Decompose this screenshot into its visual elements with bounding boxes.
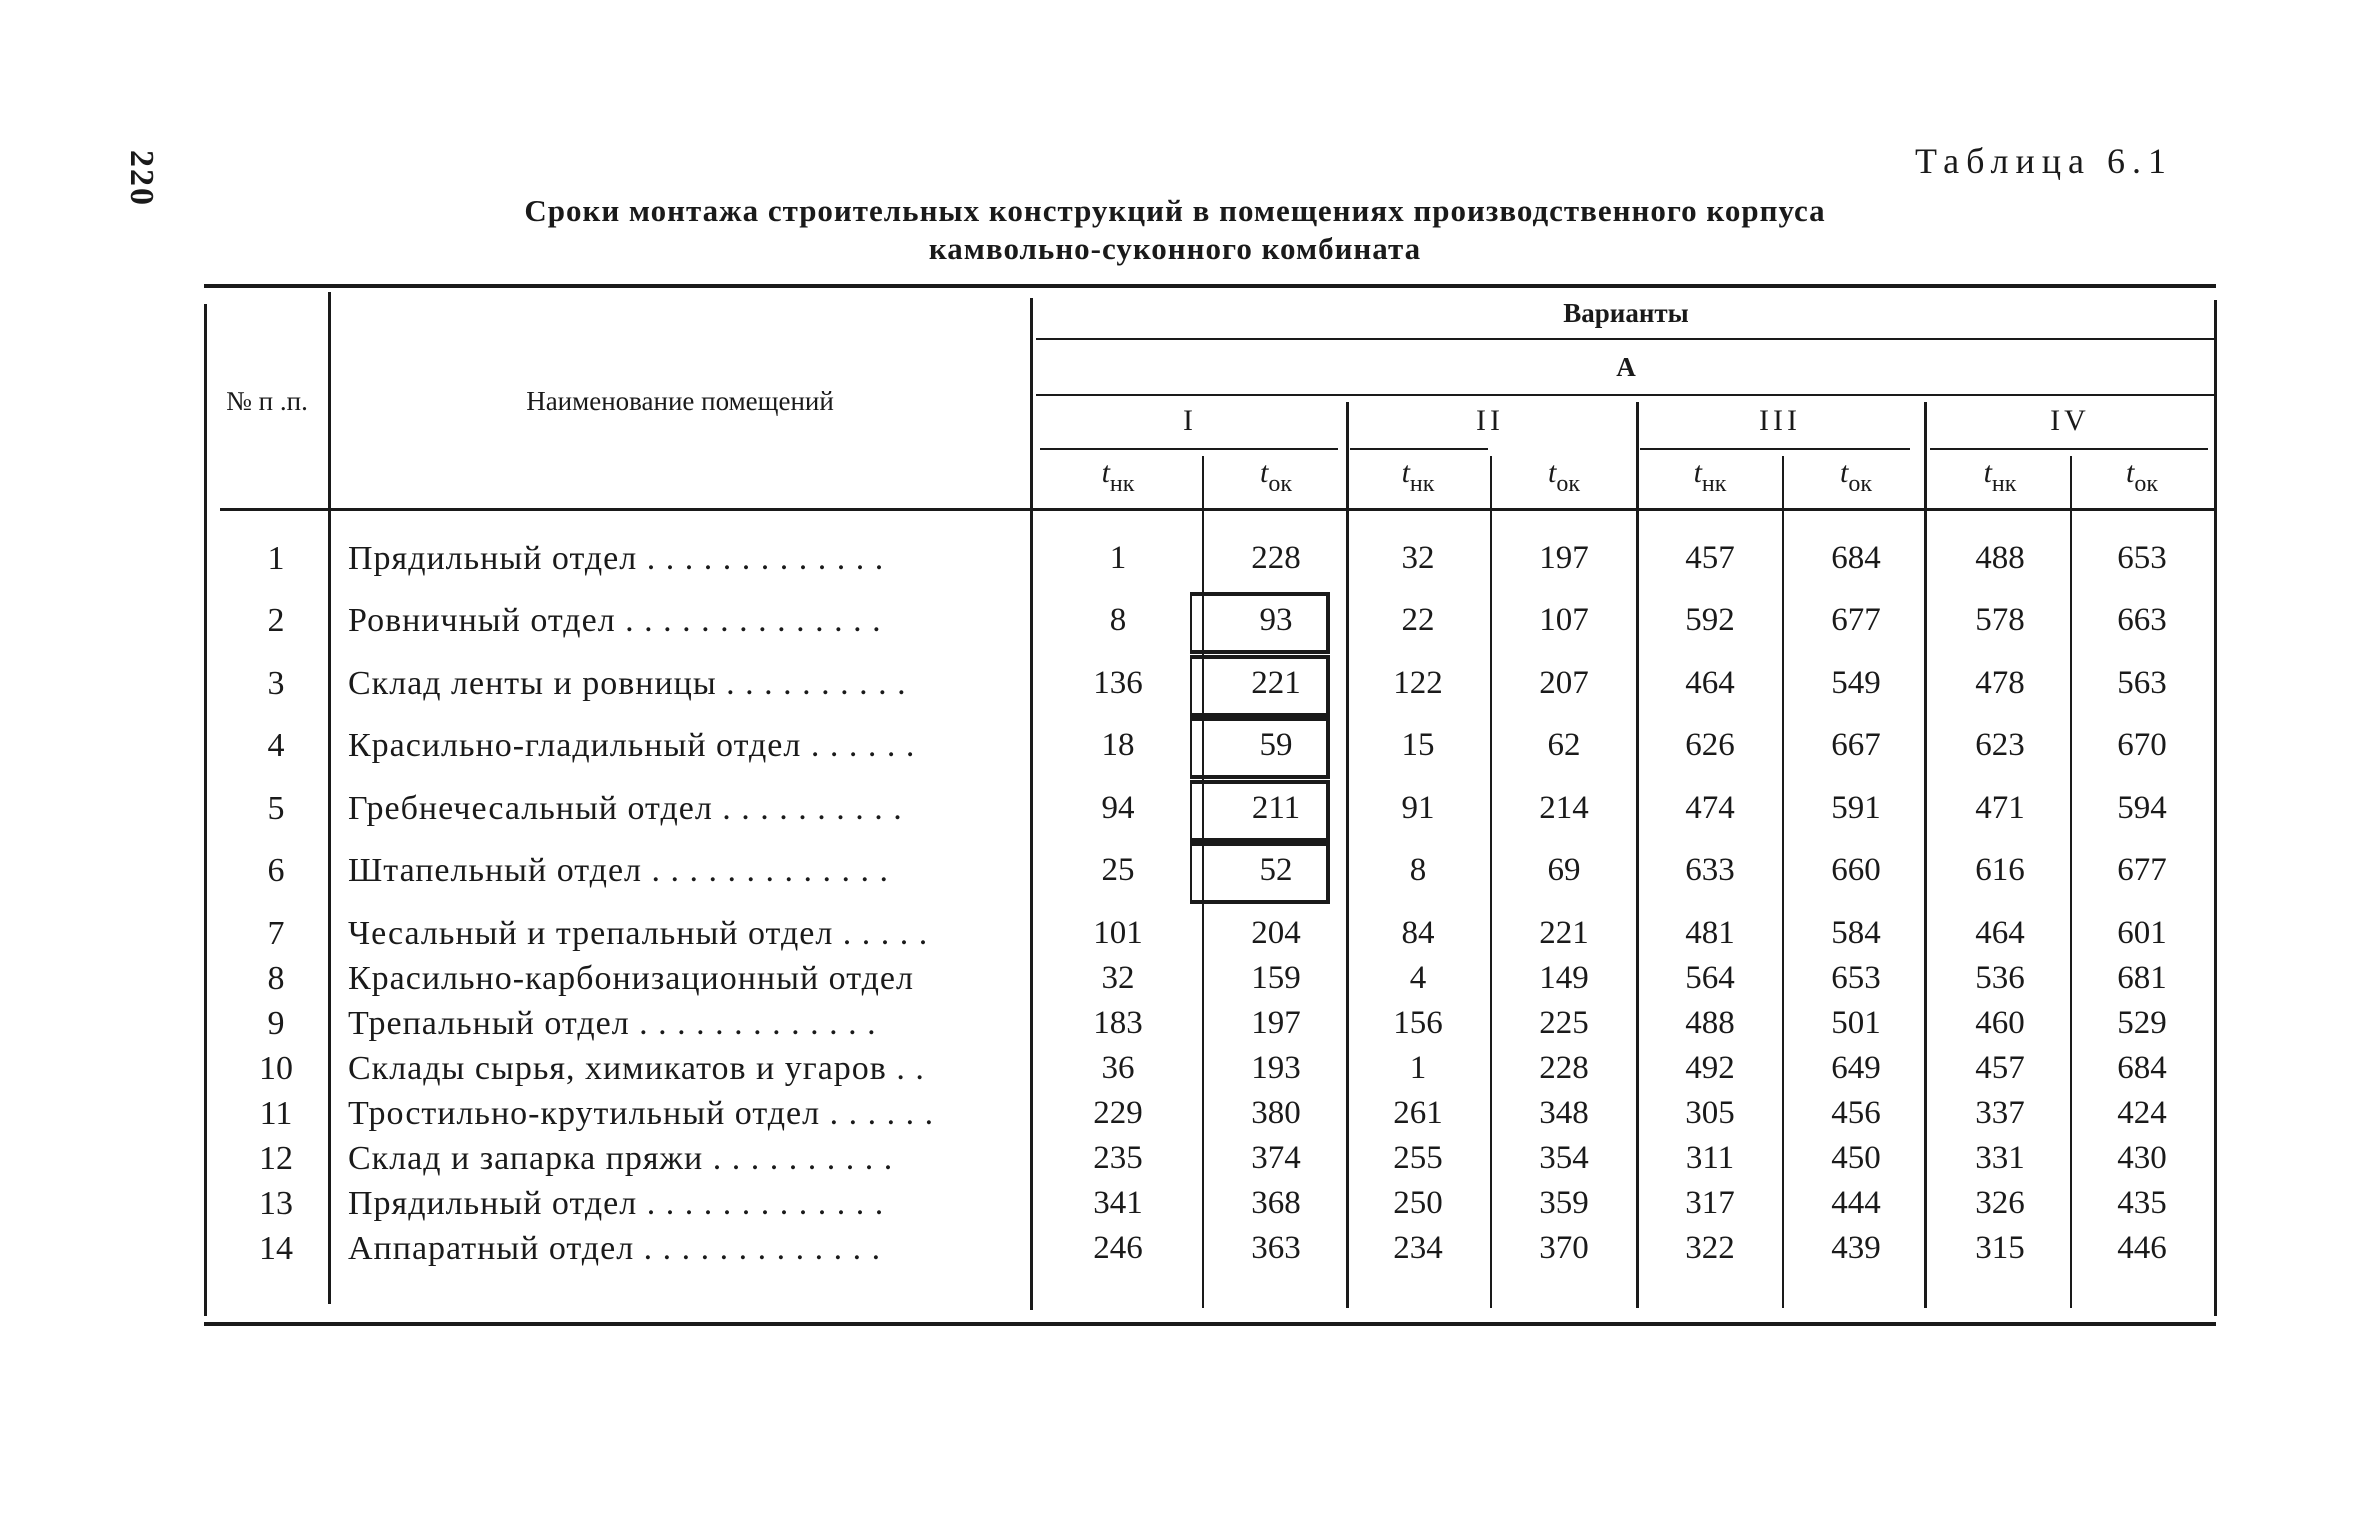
t-symbol: t [2125, 456, 2135, 489]
row-9-value-4: 225 [1539, 1005, 1589, 1041]
row-4-value-7: 623 [1975, 727, 2025, 763]
row-11-value-6: 456 [1831, 1095, 1881, 1131]
row-3-value-6: 549 [1831, 665, 1881, 701]
table-right-border [2214, 300, 2217, 1316]
row-3-value-4: 207 [1539, 665, 1589, 701]
table-title-line-2: камвольно-суконного комбината [928, 231, 1422, 266]
row-13-value-4: 359 [1539, 1185, 1589, 1221]
t-symbol: t [1693, 456, 1702, 489]
subscript-nk: нк [1991, 471, 2017, 497]
group-underline-2 [1350, 448, 1488, 450]
row-2-value-7: 578 [1975, 602, 2025, 638]
row-7-value-8: 601 [2117, 915, 2167, 951]
header-t-nk-3 [1640, 456, 1780, 498]
row-7-value-7: 464 [1975, 915, 2025, 951]
header-group-3: III [1759, 404, 1801, 437]
header-t-ok-4 [2072, 456, 2212, 498]
row-1-value-2: 228 [1251, 540, 1301, 576]
row-12-name: Склад и запарка пряжи . . . . . . . . . . [348, 1140, 894, 1177]
row-4-value-8: 670 [2117, 727, 2167, 763]
row-4-name: Красильно-гладильный отдел . . . . . . [348, 727, 916, 764]
row-13-name: Прядильный отдел . . . . . . . . . . . . . [348, 1185, 885, 1222]
row-11-number: 11 [259, 1095, 293, 1132]
highlight-box-row-4 [1190, 717, 1330, 779]
row-7-value-6: 584 [1831, 915, 1881, 951]
row-9-value-2: 197 [1251, 1005, 1301, 1041]
row-13-value-8: 435 [2117, 1185, 2167, 1221]
row-1-name: Прядильный отдел . . . . . . . . . . . . . [348, 540, 885, 577]
row-6-value-4: 69 [1547, 852, 1581, 888]
row-4-number: 4 [267, 727, 285, 764]
row-13-value-1: 341 [1093, 1185, 1143, 1221]
row-14-value-2: 363 [1251, 1230, 1301, 1266]
header-bottom-rule [220, 508, 2216, 511]
highlight-box-row-5 [1190, 780, 1330, 842]
header-group-1: I [1183, 404, 1197, 437]
header-group-a: А [1616, 352, 1636, 382]
row-10-value-1: 36 [1101, 1050, 1135, 1086]
row-5-value-5: 474 [1685, 790, 1735, 826]
row-12-number: 12 [259, 1140, 293, 1177]
row-2-value-2: 93 [1259, 602, 1293, 638]
row-10-name: Склады сырья, химикатов и угаров . . [348, 1050, 925, 1087]
row-11-value-8: 424 [2117, 1095, 2167, 1131]
row-4-value-5: 626 [1685, 727, 1735, 763]
row-1-value-3: 32 [1401, 540, 1435, 576]
row-12-value-3: 255 [1393, 1140, 1443, 1176]
row-9-name: Трепальный отдел . . . . . . . . . . . . . [348, 1005, 877, 1042]
row-6-value-5: 633 [1685, 852, 1735, 888]
row-13-value-7: 326 [1975, 1185, 2025, 1221]
row-11-value-7: 337 [1975, 1095, 2025, 1131]
row-10-value-5: 492 [1685, 1050, 1735, 1086]
table-left-border [204, 304, 207, 1316]
header-num: № п .п. [226, 386, 308, 416]
row-2-value-5: 592 [1685, 602, 1735, 638]
row-7-value-4: 221 [1539, 915, 1589, 951]
header-t-ok-1 [1206, 456, 1346, 498]
row-10-value-4: 228 [1539, 1050, 1589, 1086]
header-t-nk-4 [1930, 456, 2070, 498]
row-10-value-3: 1 [1409, 1050, 1427, 1086]
row-2-number: 2 [267, 602, 285, 639]
row-9-value-1: 183 [1093, 1005, 1143, 1041]
group-underline-3 [1640, 448, 1910, 450]
row-14-value-1: 246 [1093, 1230, 1143, 1266]
num-name-divider [328, 292, 331, 1304]
table-top-rule [204, 284, 2216, 288]
row-1-value-6: 684 [1831, 540, 1881, 576]
row-4-value-1: 18 [1101, 727, 1135, 763]
row-5-value-4: 214 [1539, 790, 1589, 826]
row-3-number: 3 [267, 665, 285, 702]
row-5-value-8: 594 [2117, 790, 2167, 826]
row-1-value-7: 488 [1975, 540, 2025, 576]
pair-divider-3 [1782, 456, 1784, 1308]
row-13-value-2: 368 [1251, 1185, 1301, 1221]
row-12-value-2: 374 [1251, 1140, 1301, 1176]
row-5-value-3: 91 [1401, 790, 1435, 826]
row-6-value-8: 677 [2117, 852, 2167, 888]
row-6-value-1: 25 [1101, 852, 1135, 888]
row-7-value-2: 204 [1251, 915, 1301, 951]
row-7-name: Чесальный и трепальный отдел . . . . . [348, 915, 929, 952]
row-11-value-3: 261 [1393, 1095, 1443, 1131]
row-10-value-6: 649 [1831, 1050, 1881, 1086]
row-6-value-6: 660 [1831, 852, 1881, 888]
row-10-value-2: 193 [1251, 1050, 1301, 1086]
row-2-value-3: 22 [1401, 602, 1435, 638]
row-9-value-5: 488 [1685, 1005, 1735, 1041]
table-title-line-1: Сроки монтажа строительных конструкций в помещениях производственного корпуса [524, 193, 1826, 228]
pair-divider-2 [1490, 456, 1492, 1308]
variants-underline [1036, 338, 2216, 340]
row-2-value-6: 677 [1831, 602, 1881, 638]
row-1-value-1: 1 [1109, 540, 1127, 576]
row-1-value-4: 197 [1539, 540, 1589, 576]
row-10-value-7: 457 [1975, 1050, 2025, 1086]
header-group-4: IV [2050, 404, 2090, 437]
row-11-value-5: 305 [1685, 1095, 1735, 1131]
row-14-value-4: 370 [1539, 1230, 1589, 1266]
row-7-value-5: 481 [1685, 915, 1735, 951]
row-6-value-3: 8 [1409, 852, 1427, 888]
row-4-value-6: 667 [1831, 727, 1881, 763]
row-13-value-6: 444 [1831, 1185, 1881, 1221]
row-3-value-5: 464 [1685, 665, 1735, 701]
row-2-value-8: 663 [2117, 602, 2167, 638]
row-3-value-2: 221 [1251, 665, 1301, 701]
row-4-value-3: 15 [1401, 727, 1435, 763]
row-13-value-5: 317 [1685, 1185, 1735, 1221]
row-14-value-8: 446 [2117, 1230, 2167, 1266]
group-underline-4 [1930, 448, 2208, 450]
row-8-value-8: 681 [2117, 960, 2167, 996]
table-title [300, 192, 2050, 268]
row-9-value-8: 529 [2117, 1005, 2167, 1041]
row-12-value-4: 354 [1539, 1140, 1589, 1176]
t-symbol: t [1983, 456, 1992, 489]
row-3-value-7: 478 [1975, 665, 2025, 701]
subscript-ok: ок [1556, 471, 1580, 497]
row-3-value-1: 136 [1093, 665, 1143, 701]
table-label: Таблица 6.1 [1915, 141, 2173, 181]
header-group-2: II [1476, 404, 1504, 437]
row-10-value-8: 684 [2117, 1050, 2167, 1086]
row-8-value-3: 4 [1409, 960, 1427, 996]
row-8-value-4: 149 [1539, 960, 1589, 996]
subscript-ok: ок [1268, 471, 1292, 497]
table-bottom-rule [204, 1322, 2216, 1326]
row-12-value-8: 430 [2117, 1140, 2167, 1176]
group-divider-2 [1636, 402, 1639, 1308]
row-14-value-3: 234 [1393, 1230, 1443, 1266]
row-5-value-2: 211 [1251, 790, 1301, 826]
row-6-value-2: 52 [1259, 852, 1293, 888]
row-9-value-7: 460 [1975, 1005, 2025, 1041]
row-3-value-8: 563 [2117, 665, 2167, 701]
row-2-name: Ровничный отдел . . . . . . . . . . . . . . [348, 602, 882, 639]
row-5-value-7: 471 [1975, 790, 2025, 826]
group-underline-1 [1040, 448, 1338, 450]
subscript-nk: нк [1701, 471, 1727, 497]
row-4-value-4: 62 [1547, 727, 1581, 763]
row-1-number: 1 [267, 540, 285, 577]
row-8-number: 8 [267, 960, 285, 997]
header-t-nk-1 [1048, 456, 1188, 498]
row-12-value-7: 331 [1975, 1140, 2025, 1176]
row-7-value-1: 101 [1093, 915, 1143, 951]
row-12-value-5: 311 [1685, 1140, 1735, 1176]
subscript-nk: нк [1109, 471, 1135, 497]
header-t-ok-2 [1494, 456, 1634, 498]
row-14-name: Аппаратный отдел . . . . . . . . . . . . . [348, 1230, 882, 1267]
header-t-nk-2 [1348, 456, 1488, 498]
row-5-value-1: 94 [1101, 790, 1135, 826]
page-number: 220 [123, 150, 160, 207]
subscript-ok: ок [2134, 471, 2158, 497]
row-11-value-1: 229 [1093, 1095, 1143, 1131]
row-3-value-3: 122 [1393, 665, 1443, 701]
row-5-name: Гребнечесальный отдел . . . . . . . . . . [348, 790, 903, 827]
row-4-value-2: 59 [1259, 727, 1293, 763]
row-8-value-7: 536 [1975, 960, 2025, 996]
group-a-underline [1036, 394, 2216, 396]
row-5-number: 5 [267, 790, 285, 827]
row-6-number: 6 [267, 852, 285, 889]
t-symbol: t [1259, 456, 1269, 489]
row-13-value-3: 250 [1393, 1185, 1443, 1221]
row-8-value-1: 32 [1101, 960, 1135, 996]
t-symbol: t [1839, 456, 1849, 489]
row-14-value-6: 439 [1831, 1230, 1881, 1266]
header-variants: Варианты [1563, 298, 1689, 328]
row-8-value-5: 564 [1685, 960, 1735, 996]
row-14-number: 14 [259, 1230, 293, 1267]
row-7-number: 7 [267, 915, 285, 952]
t-symbol: t [1401, 456, 1410, 489]
row-6-name: Штапельный отдел . . . . . . . . . . . . . [348, 852, 890, 889]
row-7-value-3: 84 [1401, 915, 1435, 951]
row-9-number: 9 [267, 1005, 285, 1042]
row-13-number: 13 [259, 1185, 293, 1222]
subscript-nk: нк [1409, 471, 1435, 497]
highlight-box-row-2 [1190, 592, 1330, 654]
row-9-value-6: 501 [1831, 1005, 1881, 1041]
row-2-value-1: 8 [1109, 602, 1127, 638]
row-9-value-3: 156 [1393, 1005, 1443, 1041]
subscript-ok: ок [1848, 471, 1872, 497]
t-symbol: t [1547, 456, 1557, 489]
row-12-value-1: 235 [1093, 1140, 1143, 1176]
row-8-value-2: 159 [1251, 960, 1301, 996]
highlight-box-row-3 [1190, 655, 1330, 717]
row-10-number: 10 [259, 1050, 293, 1087]
row-8-value-6: 653 [1831, 960, 1881, 996]
row-14-value-5: 322 [1685, 1230, 1735, 1266]
row-8-name: Красильно-карбонизационный отдел [348, 960, 914, 997]
row-12-value-6: 450 [1831, 1140, 1881, 1176]
row-5-value-6: 591 [1831, 790, 1881, 826]
row-6-value-7: 616 [1975, 852, 2025, 888]
highlight-box-row-6 [1190, 842, 1330, 904]
row-1-value-8: 653 [2117, 540, 2167, 576]
name-data-divider [1030, 298, 1033, 1310]
header-t-ok-3 [1786, 456, 1926, 498]
t-symbol: t [1101, 456, 1110, 489]
row-2-value-4: 107 [1539, 602, 1589, 638]
header-name: Наименование помещений [526, 386, 834, 416]
row-11-value-4: 348 [1539, 1095, 1589, 1131]
row-1-value-5: 457 [1685, 540, 1735, 576]
row-14-value-7: 315 [1975, 1230, 2025, 1266]
row-11-value-2: 380 [1251, 1095, 1301, 1131]
row-11-name: Тростильно-крутильный отдел . . . . . . [348, 1095, 935, 1132]
row-3-name: Склад ленты и ровницы . . . . . . . . . . [348, 665, 907, 702]
